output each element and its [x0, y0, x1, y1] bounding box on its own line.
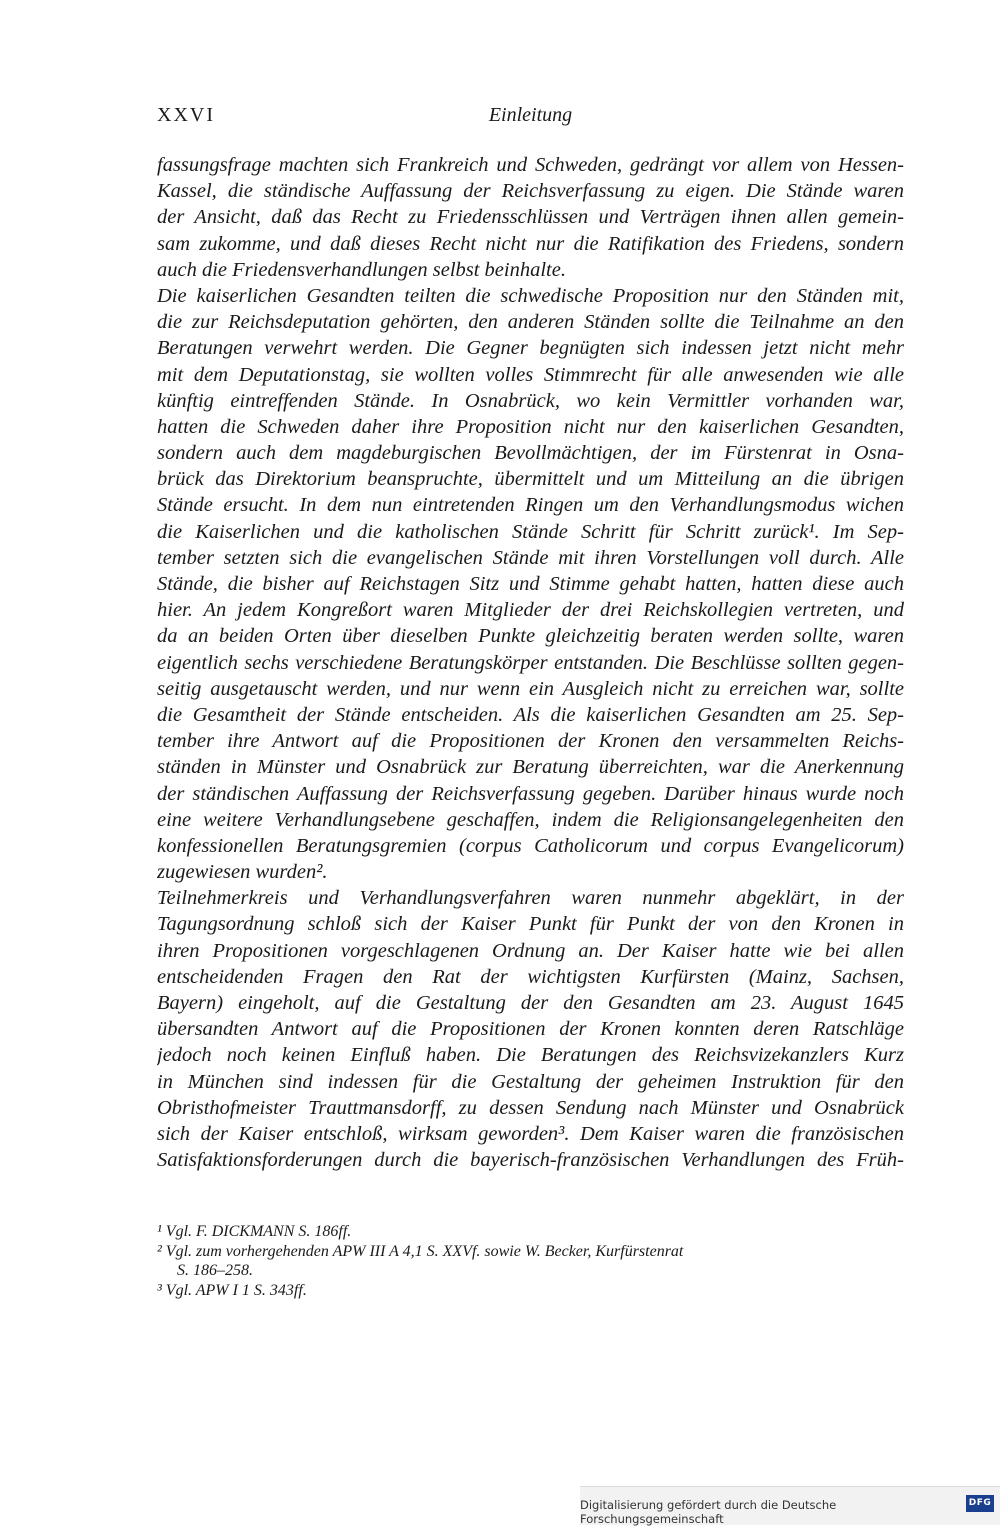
- text-line: ihren Propositionen vorgeschlagenen Ordnung an. Der Kaiser hatte wie bei allen: [157, 939, 904, 962]
- text-line: seitig ausgetauscht werden, und nur wenn ein Ausgleich nicht zu erreichen war, sollte: [157, 677, 904, 700]
- text-line: sam zukomme, und daß dieses Recht nicht nur die Ratifikation des Friedens, sondern: [157, 232, 904, 255]
- text-line: Tagungsordnung schloß sich der Kaiser Punkt für Punkt der von den Kronen in: [157, 913, 904, 936]
- page-header: [157, 104, 904, 132]
- text-line: auch die Friedensverhandlungen selbst beinhalte.: [157, 258, 566, 281]
- text-line: Die kaiserlichen Gesandten teilten die schwedische Proposition nur den Ständen mit,: [157, 284, 904, 307]
- text-line: fassungsfrage machten sich Frankreich und Schweden, gedrängt vor allem von Hessen-: [157, 154, 904, 176]
- text-line: in München sind indessen für die Gestaltung der geheimen Instruktion für den: [157, 1070, 904, 1093]
- dfg-logo-icon: DFG: [966, 1495, 994, 1512]
- text-line: Kassel, die ständische Auffassung der Reichsverfassung zu eigen. Die Stände waren: [157, 180, 904, 203]
- text-line: hatten die Schweden daher ihre Proposition nicht nur den kaiserlichen Gesandten,: [157, 415, 904, 438]
- text-line: künftig eintreffenden Stände. In Osnabrück, wo kein Vermittler vorhanden war,: [157, 389, 904, 412]
- page-number: XXVI: [157, 104, 215, 126]
- text-line: jedoch noch keinen Einfluß haben. Die Beratungen des Reichsvizekanzlers Kurz: [157, 1044, 904, 1067]
- body-text: [157, 152, 904, 1173]
- text-line: Stände ersucht. In dem nun eintretenden Ringen um den Verhandlungsmodus wichen: [157, 494, 904, 517]
- text-line: die Kaiserlichen und die katholischen Stände Schritt für Schritt zurück¹. Im Sep-: [157, 520, 904, 543]
- footnotes: [157, 1222, 904, 1300]
- text-line: die Gesamtheit der Stände entscheiden. Als die kaiserlichen Gesandten am 25. Sep-: [157, 703, 904, 726]
- text-line: Teilnehmerkreis und Verhandlungsverfahren waren nunmehr abgeklärt, in der: [157, 887, 904, 910]
- text-line: Obristhofmeister Trauttmansdorff, zu dessen Sendung nach Münster und Osnabrück: [157, 1096, 904, 1119]
- text-line: entscheidenden Fragen den Rat der wichtigsten Kurfürsten (Mainz, Sachsen,: [157, 965, 904, 988]
- text-line: Satisfaktionsforderungen durch die bayerisch-französischen Verhandlungen des Früh-: [157, 1149, 904, 1172]
- text-line: hier. An jedem Kongreßort waren Mitglieder der drei Reichskollegien vertreten, und: [157, 599, 904, 622]
- funding-credit-bar: [580, 1486, 1000, 1525]
- text-line: ständen in Münster und Osnabrück zur Beratung überreichten, war die Anerkennung: [157, 756, 904, 779]
- text-line: Beratungen verwehrt werden. Die Gegner begnügten sich indessen jetzt nicht mehr: [157, 337, 904, 360]
- footnote: ² Vgl. zum vorhergehenden APW III A 4,1 S. XXVf. sowie W. Becker, Kurfürstenrat: [157, 1242, 684, 1260]
- footnote: ³ Vgl. APW I 1 S. 343ff.: [157, 1281, 307, 1299]
- text-line: tember setzten sich die evangelischen Stände mit ihren Vorstellungen voll durch. Alle: [157, 546, 904, 569]
- text-line: eigentlich sechs verschiedene Beratungskörper entstanden. Die Beschlüsse sollten gegen-: [157, 651, 904, 674]
- text-line: Bayern) eingeholt, auf die Gestaltung der den Gesandten am 23. August 1645: [157, 992, 904, 1014]
- footnote: ¹ Vgl. F. DICKMANN S. 186ff.: [157, 1223, 352, 1240]
- text-line: der Ansicht, daß das Recht zu Friedensschlüssen und Verträgen ihnen allen gemein-: [157, 206, 904, 229]
- text-line: mit dem Deputationstag, sie wollten volles Stimmrecht für alle anwesenden wie alle: [157, 363, 904, 386]
- text-line: zugewiesen wurden².: [157, 861, 328, 884]
- text-line: Stände, die bisher auf Reichstagen Sitz und Stimme gehabt hatten, hatten diese auch: [157, 573, 904, 595]
- funding-credit-text: Digitalisierung gefördert durch die Deutsche Forschungsgemeinschaft: [580, 1498, 837, 1526]
- text-line: da an beiden Orten über dieselben Punkte gleichzeitig beraten werden sollte, waren: [157, 625, 904, 648]
- text-line: sich der Kaiser entschloß, wirksam geworden³. Dem Kaiser waren die französischen: [157, 1122, 904, 1145]
- running-title: Einleitung: [488, 104, 573, 126]
- text-line: die zur Reichsdeputation gehörten, den anderen Ständen sollte die Teilnahme an den: [157, 311, 904, 334]
- text-line: tember ihre Antwort auf die Propositionen der Kronen den versammelten Reichs-: [157, 730, 904, 753]
- footnote-continuation: S. 186–258.: [177, 1262, 253, 1279]
- text-line: sondern auch dem magdeburgischen Bevollmächtigen, der im Fürstenrat in Osna-: [157, 442, 904, 465]
- text-line: konfessionellen Beratungsgremien (corpus Catholicorum und corpus Evangelicorum): [157, 834, 904, 857]
- text-line: übersandten Antwort auf die Propositionen der Kronen konnten deren Ratschläge: [157, 1018, 904, 1041]
- text-line: eine weitere Verhandlungsebene geschaffen, indem die Religionsangelegenheiten den: [157, 808, 904, 831]
- text-line: der ständischen Auffassung der Reichsverfassung gegeben. Darüber hinaus wurde noch: [157, 782, 904, 805]
- text-line: brück das Direktorium beanspruchte, übermittelt und um Mitteilung an die übrigen: [157, 468, 904, 491]
